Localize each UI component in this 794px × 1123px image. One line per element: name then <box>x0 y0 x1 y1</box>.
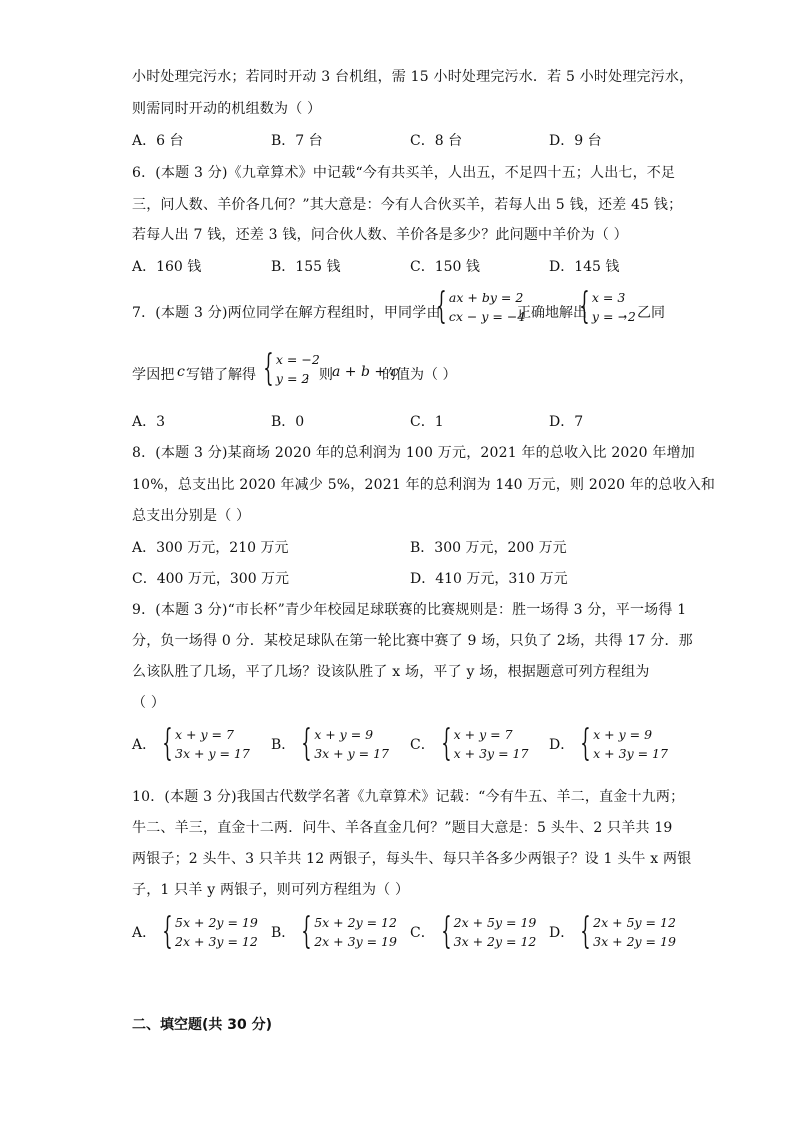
q9-option-b[interactable]: B． { x + y = 9 3x + y = 17 <box>271 723 390 764</box>
q10-option-b[interactable]: B． { 5x + 2y = 12 2x + 3y = 19 <box>271 911 397 952</box>
q10-option-d[interactable]: D． { 2x + 5y = 12 3x + 2y = 19 <box>549 911 676 952</box>
section-heading-fill-in: 二、填空题(共 30 分) <box>132 1017 273 1033</box>
q7-option-a[interactable]: A．3 <box>132 414 166 430</box>
q5-option-c[interactable]: C．8 台 <box>410 133 463 149</box>
q10-option-d-eq1: 2x + 5y = 12 <box>593 915 676 930</box>
q9-option-b-eq2: 3x + y = 17 <box>314 746 390 761</box>
q6-line2: 三，问人数、羊价各几何？”其大意是：今有人合伙买羊，若每人出 5 钱，还差 45 钱； <box>132 197 683 213</box>
q10-option-d-label: D． <box>549 925 575 941</box>
q10-option-b-eq2: 2x + 3y = 19 <box>314 934 397 949</box>
q5-option-d[interactable]: D．9 台 <box>549 133 602 149</box>
q5-option-a[interactable]: A．6 台 <box>132 133 184 149</box>
q9-line3: 么该队胜了几场，平了几场？设该队胜了 x 场，平了 y 场，根据题意可列方程组为 <box>132 664 650 680</box>
q9-option-c-label: C． <box>410 737 435 753</box>
q9-option-d-label: D． <box>549 737 575 753</box>
q7-line1-suffix: ，乙同 <box>623 305 665 321</box>
q10-line4: 子，1 只羊 y 两银子，则可列方程组为（ ） <box>132 882 410 898</box>
q9-option-b-eq1: x + y = 9 <box>314 727 374 742</box>
q8-option-c[interactable]: C．400 万元，300 万元 <box>132 571 290 587</box>
q7-system-1: { ax + by = 2 cx − y = −4 <box>436 286 526 327</box>
q10-option-c-label: C． <box>410 925 435 941</box>
q6-option-d[interactable]: D．145 钱 <box>549 259 620 275</box>
q10-option-c[interactable]: C． { 2x + 5y = 19 3x + 2y = 12 <box>410 911 537 952</box>
q7-option-b[interactable]: B．0 <box>271 414 305 430</box>
q9-option-a-label: A． <box>132 737 157 753</box>
q10-option-a-eq1: 5x + 2y = 19 <box>175 915 258 930</box>
q5-line2: 则需同时开动的机组数为（ ） <box>132 101 322 117</box>
q9-option-a-eq2: 3x + y = 17 <box>175 746 250 761</box>
q6-option-b[interactable]: B．155 钱 <box>271 259 341 275</box>
q7-solution-1: { x = 3 y = −2 <box>579 286 636 327</box>
q7-line1-mid: 正确地解出 <box>517 305 587 321</box>
q8-line2: 10%，总支出比 2020 年减少 5%，2021 年的总利润为 140 万元，则 2020 年的总收入和 <box>132 477 716 493</box>
q9-line2: 分，负一场得 0 分．某校足球队在第一轮比赛中赛了 9 场，只负了 2场，共得 17 分．那 <box>132 633 693 649</box>
q7-solution-2: { x = −2 y = 2 <box>263 348 320 389</box>
q7-solution-2-y: y = 2 <box>275 371 310 386</box>
q9-option-c-eq1: x + y = 7 <box>453 727 513 742</box>
q8-line1: 8．(本题 3 分)某商场 2020 年的总利润为 100 万元，2021 年的总收入比 2020 年增加 <box>132 445 695 461</box>
q7-solution-1-x: x = 3 <box>591 290 626 305</box>
q7-line2d: 的值为（ ） <box>382 367 457 383</box>
q7-var-c: c <box>177 364 185 380</box>
q6-line1: 6．(本题 3 分)《九章算术》中记载“今有共买羊，人出五，不足四十五；人出七，不足 <box>132 165 676 181</box>
q7-line2a: 学因把 <box>132 367 175 383</box>
q7-line1-prefix: 7．(本题 3 分)两位同学在解方程组时，甲同学由 <box>132 305 441 321</box>
q7-system-1-eq1: ax + by = 2 <box>448 290 524 305</box>
q9-option-b-label: B． <box>271 737 296 753</box>
q7-option-c[interactable]: C．1 <box>410 414 444 430</box>
q10-line3: 两银子；2 头牛、3 只羊共 12 两银子，每头牛、每只羊各多少两银子？设 1 头牛 x 两银 <box>132 851 692 867</box>
q10-option-b-label: B． <box>271 925 296 941</box>
q7-solution-1-y: y = −2 <box>591 309 636 324</box>
q10-line1: 10．(本题 3 分)我国古代数学名著《九章算术》记载：“今有牛五、羊二，直金十九两； <box>132 789 685 805</box>
q6-option-a[interactable]: A．160 钱 <box>132 259 202 275</box>
q5-line1: 小时处理完污水；若同时开动 3 台机组，需 15 小时处理完污水．若 5 小时处理完污水， <box>132 69 694 85</box>
q10-option-a-eq2: 2x + 3y = 12 <box>175 934 258 949</box>
q9-option-a[interactable]: A． { x + y = 7 3x + y = 17 <box>132 723 250 764</box>
q7-option-d[interactable]: D．7 <box>549 414 584 430</box>
q8-option-a[interactable]: A．300 万元，210 万元 <box>132 540 289 556</box>
q5-option-b[interactable]: B．7 台 <box>271 133 323 149</box>
q9-option-d[interactable]: D． { x + y = 9 x + 3y = 17 <box>549 723 668 764</box>
q10-option-b-eq1: 5x + 2y = 12 <box>314 915 397 930</box>
q6-line3: 若每人出 7 钱，还差 3 钱，问合伙人数、羊价各是多少？此问题中羊价为（ ） <box>132 227 628 243</box>
q9-option-c[interactable]: C． { x + y = 7 x + 3y = 17 <box>410 723 529 764</box>
q8-option-b[interactable]: B．300 万元，200 万元 <box>410 540 567 556</box>
q10-option-c-eq2: 3x + 2y = 12 <box>453 934 537 949</box>
q7-solution-2-x: x = −2 <box>275 352 320 367</box>
q9-option-d-eq1: x + y = 9 <box>593 727 653 742</box>
q9-option-a-eq1: x + y = 7 <box>175 727 234 742</box>
q8-option-d[interactable]: D．410 万元，310 万元 <box>410 571 568 587</box>
q7-line2b: 写错了解得 <box>186 367 256 383</box>
q7-line2c: ，则 <box>305 367 333 383</box>
q9-line1: 9．(本题 3 分)“市长杯”青少年校园足球联赛的比赛规则是：胜一场得 3 分，平一场得 1 <box>132 602 687 618</box>
q10-option-a[interactable]: A． { 5x + 2y = 19 2x + 3y = 12 <box>132 911 258 952</box>
q9-line4: （ ） <box>132 695 166 711</box>
q7-expression: a + b + c <box>332 364 399 380</box>
q7-system-1-eq2: cx − y = −4 <box>448 309 526 324</box>
q10-line2: 牛二、羊三，直金十二两．问牛、羊各直金几何？”题目大意是：5 头牛、2 只羊共 19 <box>132 820 673 836</box>
q9-option-d-eq2: x + 3y = 17 <box>593 746 668 761</box>
q9-option-c-eq2: x + 3y = 17 <box>453 746 529 761</box>
q8-line3: 总支出分别是（ ） <box>132 508 251 524</box>
q6-option-c[interactable]: C．150 钱 <box>410 259 480 275</box>
q10-option-c-eq1: 2x + 5y = 19 <box>453 915 537 930</box>
q10-option-d-eq2: 3x + 2y = 19 <box>593 934 676 949</box>
q10-option-a-label: A． <box>132 925 157 941</box>
